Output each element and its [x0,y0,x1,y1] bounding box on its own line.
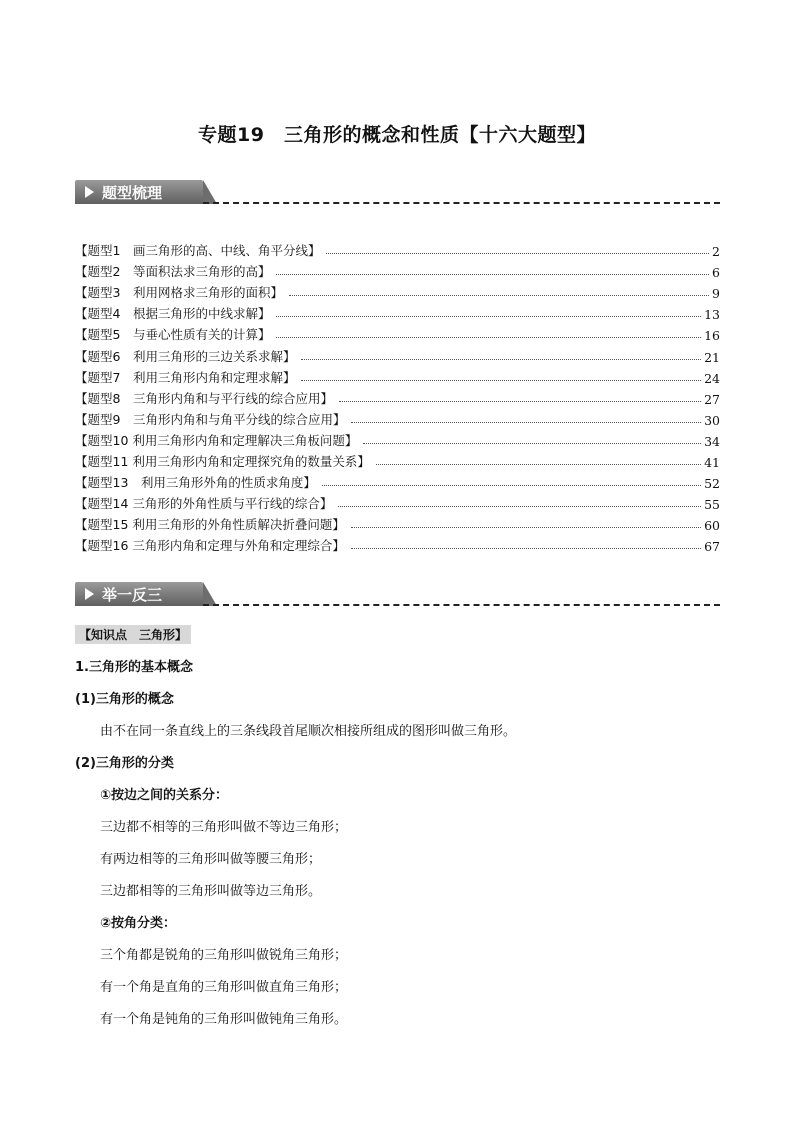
paragraph: 有两边相等的三角形叫做等腰三角形； [100,852,322,867]
toc-item[interactable] [75,512,720,533]
toc-label: 【题型7 利用三角形内角和定理求解】 [75,369,296,385]
toc-item[interactable] [75,238,720,259]
toc-page: 41 [704,455,720,471]
toc-item[interactable] [75,343,720,364]
toc-item[interactable] [75,449,720,470]
paragraph: 有一个角是直角的三角形叫做直角三角形； [100,980,348,995]
toc-page: 16 [704,328,720,344]
paragraph: 三边都相等的三角形叫做等边三角形。 [100,884,322,899]
classification-heading: ①按边之间的关系分： [100,788,229,803]
toc-item[interactable] [75,491,720,512]
section-banner-examples [75,582,720,610]
play-triangle-icon [85,186,94,198]
knowledge-point-tag: 【知识点 三角形】 [75,625,191,644]
toc-item[interactable] [75,365,720,386]
toc-label: 【题型1 画三角形的高、中线、角平分线】 [75,243,321,259]
paragraph: 三个角都是锐角的三角形叫做锐角三角形； [100,948,348,963]
banner-label: 题型梳理 [102,184,163,202]
banner-tab [75,180,203,204]
toc-item[interactable] [75,533,720,554]
toc-label: 【题型11 利用三角形内角和定理探究角的数量关系】 [75,454,370,470]
toc-page: 55 [704,497,720,513]
toc-page: 27 [704,391,720,407]
toc-item[interactable] [75,259,720,280]
toc-page: 67 [704,539,720,555]
paragraph: 有一个角是钝角的三角形叫做钝角三角形。 [100,1012,348,1027]
banner-tab [75,582,203,606]
table-of-contents [75,238,720,554]
paragraph: 由不在同一条直线上的三条线段首尾顺次相接所组成的图形叫做三角形。 [100,724,517,739]
toc-item[interactable] [75,301,720,322]
play-triangle-icon [85,588,94,600]
toc-item[interactable] [75,407,720,428]
banner-label: 举一反三 [102,586,163,604]
toc-label: 【题型4 根据三角形的中线求解】 [75,306,271,322]
toc-page: 6 [712,265,720,281]
toc-label: 【题型2 等面积法求三角形的高】 [75,264,271,280]
toc-label: 【题型9 三角形内角和与角平分线的综合应用】 [75,411,346,427]
subsection-heading: (1)三角形的概念 [75,692,174,707]
paragraph: 三边都不相等的三角形叫做不等边三角形； [100,820,348,835]
toc-item[interactable] [75,470,720,491]
subsection-heading: (2)三角形的分类 [75,756,174,771]
toc-item[interactable] [75,280,720,301]
toc-label: 【题型13 利用三角形外角的性质求角度】 [75,475,316,491]
toc-label: 【题型3 利用网格求三角形的面积】 [75,285,283,301]
toc-page: 30 [704,412,720,428]
toc-page: 34 [704,433,720,449]
toc-label: 【题型16 三角形内角和定理与外角和定理综合】 [75,538,345,554]
dashed-divider [203,604,720,606]
toc-item[interactable] [75,428,720,449]
toc-page: 9 [712,286,720,302]
classification-heading: ②按角分类： [100,916,177,931]
toc-item[interactable] [75,322,720,343]
toc-label: 【题型10 利用三角形内角和定理解决三角板问题】 [75,432,358,448]
section-heading: 1.三角形的基本概念 [75,660,193,675]
toc-item[interactable] [75,386,720,407]
toc-label: 【题型8 三角形内角和与平行线的综合应用】 [75,390,333,406]
toc-label: 【题型14 三角形的外角性质与平行线的综合】 [75,496,333,512]
toc-page: 24 [704,370,720,386]
toc-page: 52 [704,476,720,492]
toc-label: 【题型15 利用三角形的外角性质解决折叠问题】 [75,517,345,533]
toc-page: 2 [712,244,720,260]
section-banner-toc [75,180,720,208]
toc-label: 【题型5 与垂心性质有关的计算】 [75,327,271,343]
toc-page: 13 [704,307,720,323]
toc-page: 60 [704,518,720,534]
document-title: 专题19 三角形的概念和性质【十六大题型】 [198,124,596,146]
dashed-divider [203,202,720,204]
toc-page: 21 [704,349,720,365]
toc-label: 【题型6 利用三角形的三边关系求解】 [75,348,296,364]
